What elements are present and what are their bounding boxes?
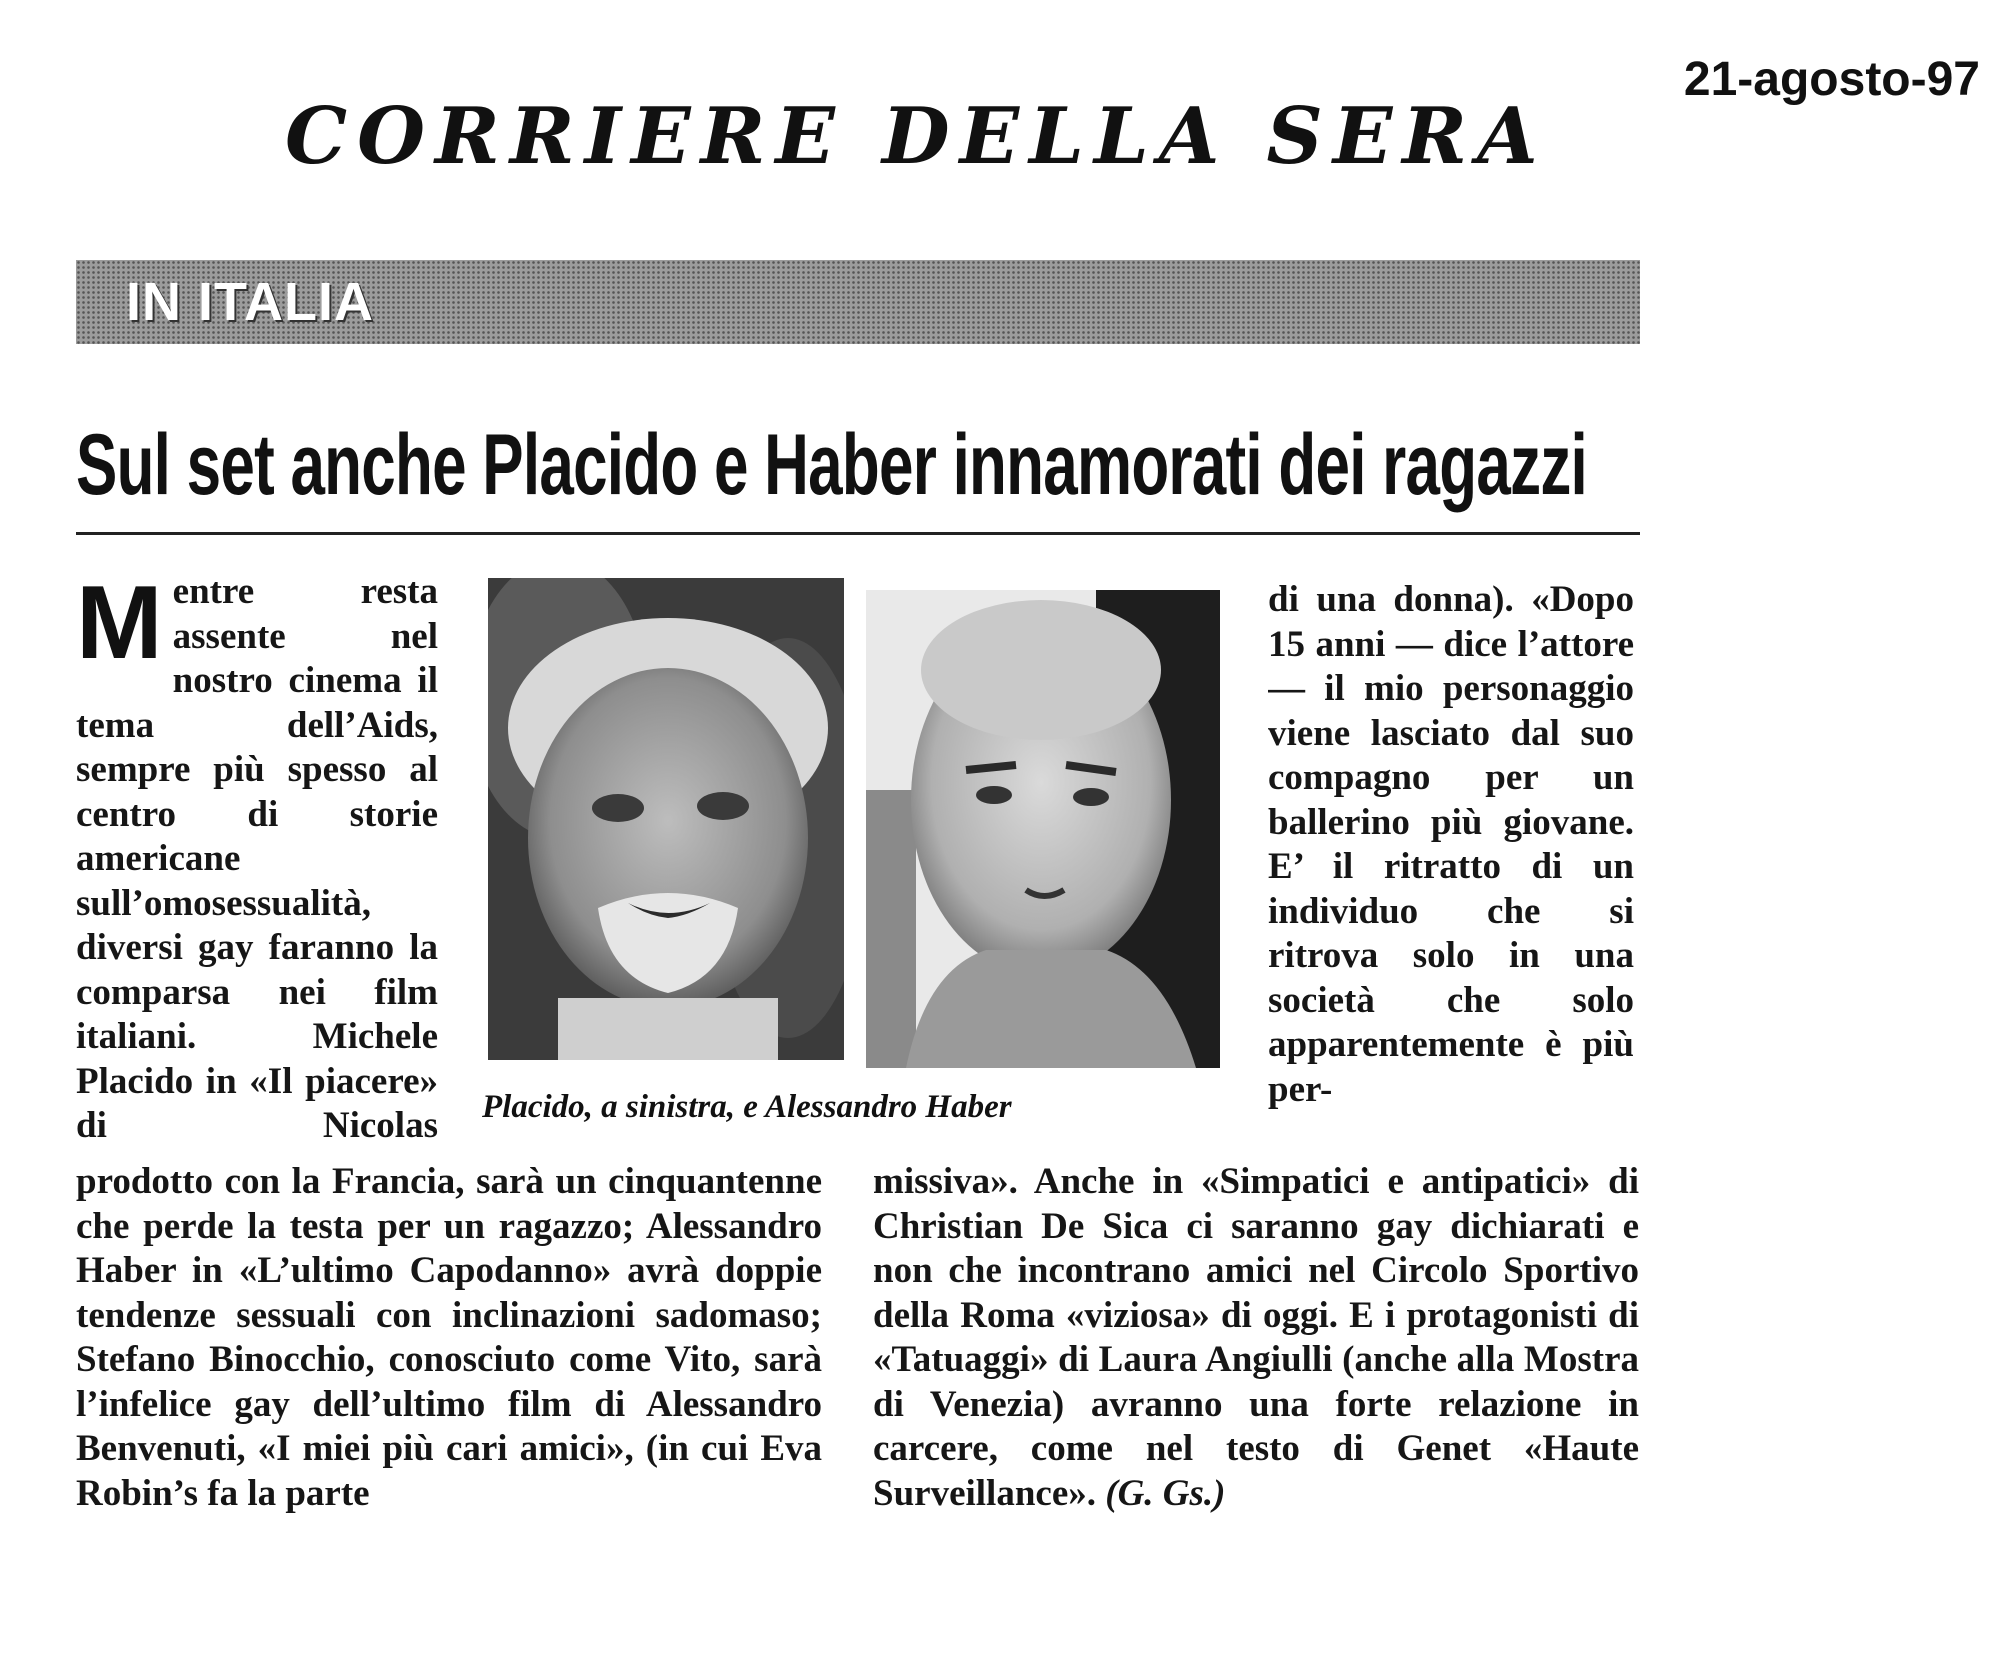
- photo-placido: [488, 578, 844, 1060]
- article-column-1: [76, 570, 438, 1150]
- section-label: IN ITALIA: [126, 272, 374, 332]
- masthead: CORRIERE DELLA SERA: [285, 91, 1548, 182]
- article-column-bottom-right: [873, 1160, 1639, 1580]
- clipping-date: 21-agosto-97: [1683, 53, 1980, 106]
- article-text-bottom-left: prodotto con la Francia, sarà un cinquantenne che perde la testa per un ragazzo; Alessandro Haber in «L’ultimo Capodanno» avrà doppie tendenze sessuali con inclinazioni sadomaso; Stefano Binocchio, conosciuto come Vito, sarà l’infelice gay dell’ultimo film di Alessandro Benvenuti, «I miei più cari amici», (in cui Eva Robin’s fa la parte: [76, 1161, 822, 1514]
- article-text-col1: entre resta assente nel nostro cinema il tema dell’Aids, sempre più spesso al centro di storie americane sull’omosessualità, diversi gay faranno la comparsa nei film italiani. Michele Placido in «Il piacere» di Nicolas: [76, 571, 438, 1146]
- article-text-col3: di una donna). «Dopo 15 anni — dice l’attore — il mio personaggio viene lasciato dal suo compagno per un ballerino più giovane. E’ il ritratto di un individuo che si ritrova solo in una società che solo apparentemente è più per-: [1268, 579, 1634, 1110]
- article-column-3: [1268, 578, 1634, 1156]
- portrait-placido-image: [488, 578, 844, 1060]
- photo-caption: Placido, a sinistra, e Alessandro Haber: [482, 1089, 1012, 1125]
- headline: Sul set anche Placido e Haber innamorati dei ragazzi: [76, 417, 1588, 513]
- drop-cap: M: [76, 570, 163, 681]
- section-band: [76, 260, 1640, 344]
- article-text-bottom-right: missiva». Anche in «Simpatici e antipatici» di Christian De Sica ci saranno gay dichiarati e non che incontrano amici nel Circolo Sportivo della Roma «viziosa» di oggi. E i protagonisti di «Tatuaggi» di Laura Angiulli (anche alla Mostra di Venezia) avranno una forte relazione in carcere, come nel testo di Genet «Haute Surveillance».: [873, 1161, 1639, 1514]
- photo-haber: [866, 590, 1220, 1068]
- headline-rule: [76, 532, 1640, 535]
- portrait-haber-image: [866, 590, 1220, 1068]
- article-column-bottom-left: [76, 1160, 822, 1580]
- byline: (G. Gs.): [1105, 1472, 1226, 1514]
